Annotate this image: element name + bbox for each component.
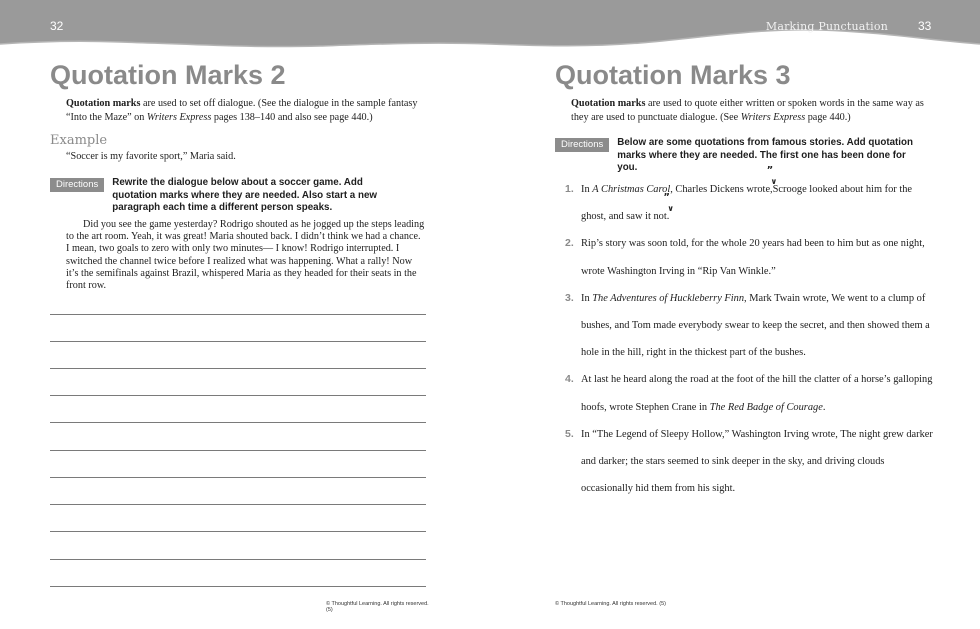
writing-line[interactable]	[50, 395, 426, 396]
page-title: Quotation Marks 3	[555, 60, 791, 90]
copyright-footer: © Thoughtful Learning. All rights reserved. (5)	[326, 601, 429, 613]
page-title: Quotation Marks 2	[50, 60, 286, 90]
item-text: Rip’s story was soon told, for the whole 20 years had been to him but as one night, wrote Washington Irving in “Rip Van Winkle.”	[581, 238, 925, 277]
directions	[555, 137, 925, 175]
intro-paragraph	[66, 97, 428, 125]
left-page	[50, 0, 430, 629]
quotation-list	[565, 165, 935, 502]
list-item	[565, 165, 935, 230]
copyright-footer: © Thoughtful Learning. All rights reserved. (5)	[555, 601, 666, 607]
item-text: In A Christmas Carol, Charles Dickens wrote, ” ∨ Scrooge looked about him for the ghost, and saw it not. ” ∨	[581, 165, 913, 223]
right-page	[555, 0, 933, 629]
item-text-part: .	[822, 401, 826, 413]
intro-text-end: page 440.)	[805, 112, 851, 123]
intro-paragraph	[571, 97, 933, 125]
list-item	[565, 285, 935, 367]
intro-bold: Quotation marks	[571, 98, 646, 109]
writing-line[interactable]	[50, 341, 426, 342]
writing-line[interactable]	[50, 586, 426, 587]
directions	[50, 177, 410, 215]
item-book-title: The Adventures of Huckleberry Finn	[592, 292, 745, 304]
writing-line[interactable]	[50, 314, 426, 315]
item-text-part: Scrooge looked about him for the ghost, and saw it not.	[581, 184, 913, 223]
dialogue-paragraph: Did you see the game yesterday? Rodrigo shouted as he jogged up the steps leading to the art room. Yeah, it was great! Maria shouted back. I didn’t think we had a chance. I mean, two goals to zero with only two minutes— I know! Rodrigo interrupted. I switched the channel twice before I realized what was happening. What a rally! Now it’s the semifinals against Brazil, whispered Maria as they headed for their seats in the front row.	[66, 219, 425, 292]
directions-badge: Directions	[50, 178, 104, 192]
item-book-title: The Red Badge of Courage	[709, 401, 823, 413]
item-book-title: A Christmas Carol	[592, 184, 671, 195]
example-heading: Example	[50, 133, 108, 148]
intro-book-title: Writers Express	[740, 112, 806, 123]
writing-line[interactable]	[50, 559, 426, 560]
item-number: 4.	[565, 373, 574, 386]
quote-mark-glyph: ”	[766, 165, 774, 176]
right-page-number: 33	[918, 19, 932, 33]
item-number: 1.	[565, 183, 574, 195]
intro-text: are used to set off dialogue. (See the dialogue in the sample fantasy “Into the Maze” on	[66, 98, 418, 123]
item-text	[581, 285, 935, 367]
item-text-part: , Charles Dickens wrote,	[670, 184, 773, 195]
item-text-part: At last he heard along the road at the foot of the hill the clatter of a horse’s galloping hoofs, wrote Stephen Crane in	[581, 374, 933, 413]
list-item	[565, 366, 935, 420]
item-text: In “The Legend of Sleepy Hollow,” Washington Irving wrote, The night grew darker and darker; the stars seemed to sink deeper in the sky, and driving clouds occasionally hid them from his sight.	[581, 428, 933, 495]
writing-line[interactable]	[50, 477, 426, 478]
item-text-part: , Mark Twain wrote, We went to a clump of bushes, and Tom made everybody swear to keep the secret, and then showed them a hole in the hill, right in the thickest part of the bushes.	[581, 292, 930, 359]
directions-text: Below are some quotations from famous stories. Add quotation marks where they are needed. The first one has been done for you.	[617, 137, 913, 173]
item-text	[581, 366, 935, 420]
intro-text-end: pages 138–140 and also see page 440.)	[211, 112, 373, 123]
directions-text: Rewrite the dialogue below about a soccer game. Add quotation marks where they are needed. Also start a new paragraph each time a different person speaks.	[112, 177, 378, 213]
writing-line[interactable]	[50, 504, 426, 505]
writing-line[interactable]	[50, 368, 426, 369]
quote-mark-glyph: ”	[663, 192, 670, 204]
item-number: 3.	[565, 291, 574, 304]
writing-line[interactable]	[50, 531, 426, 532]
writing-line[interactable]	[50, 450, 426, 451]
item-number: 5.	[565, 427, 574, 440]
intro-text: are used to quote either written or spoken words in the same way as they are used to punctuate dialogue. (See	[571, 98, 924, 123]
directions-badge: Directions	[555, 138, 609, 152]
list-item	[565, 230, 935, 284]
item-number: 2.	[565, 237, 574, 250]
writing-line[interactable]	[50, 422, 426, 423]
example-text: “Soccer is my favorite sport,” Maria said.	[66, 151, 236, 162]
item-text-part: In	[581, 292, 593, 304]
left-page-number: 32	[50, 19, 64, 33]
intro-bold: Quotation marks	[66, 98, 141, 109]
intro-book-title: Writers Express	[146, 112, 212, 123]
running-head: Marking Punctuation	[765, 20, 888, 33]
item-text-part: In	[581, 184, 593, 195]
list-item	[565, 421, 935, 503]
